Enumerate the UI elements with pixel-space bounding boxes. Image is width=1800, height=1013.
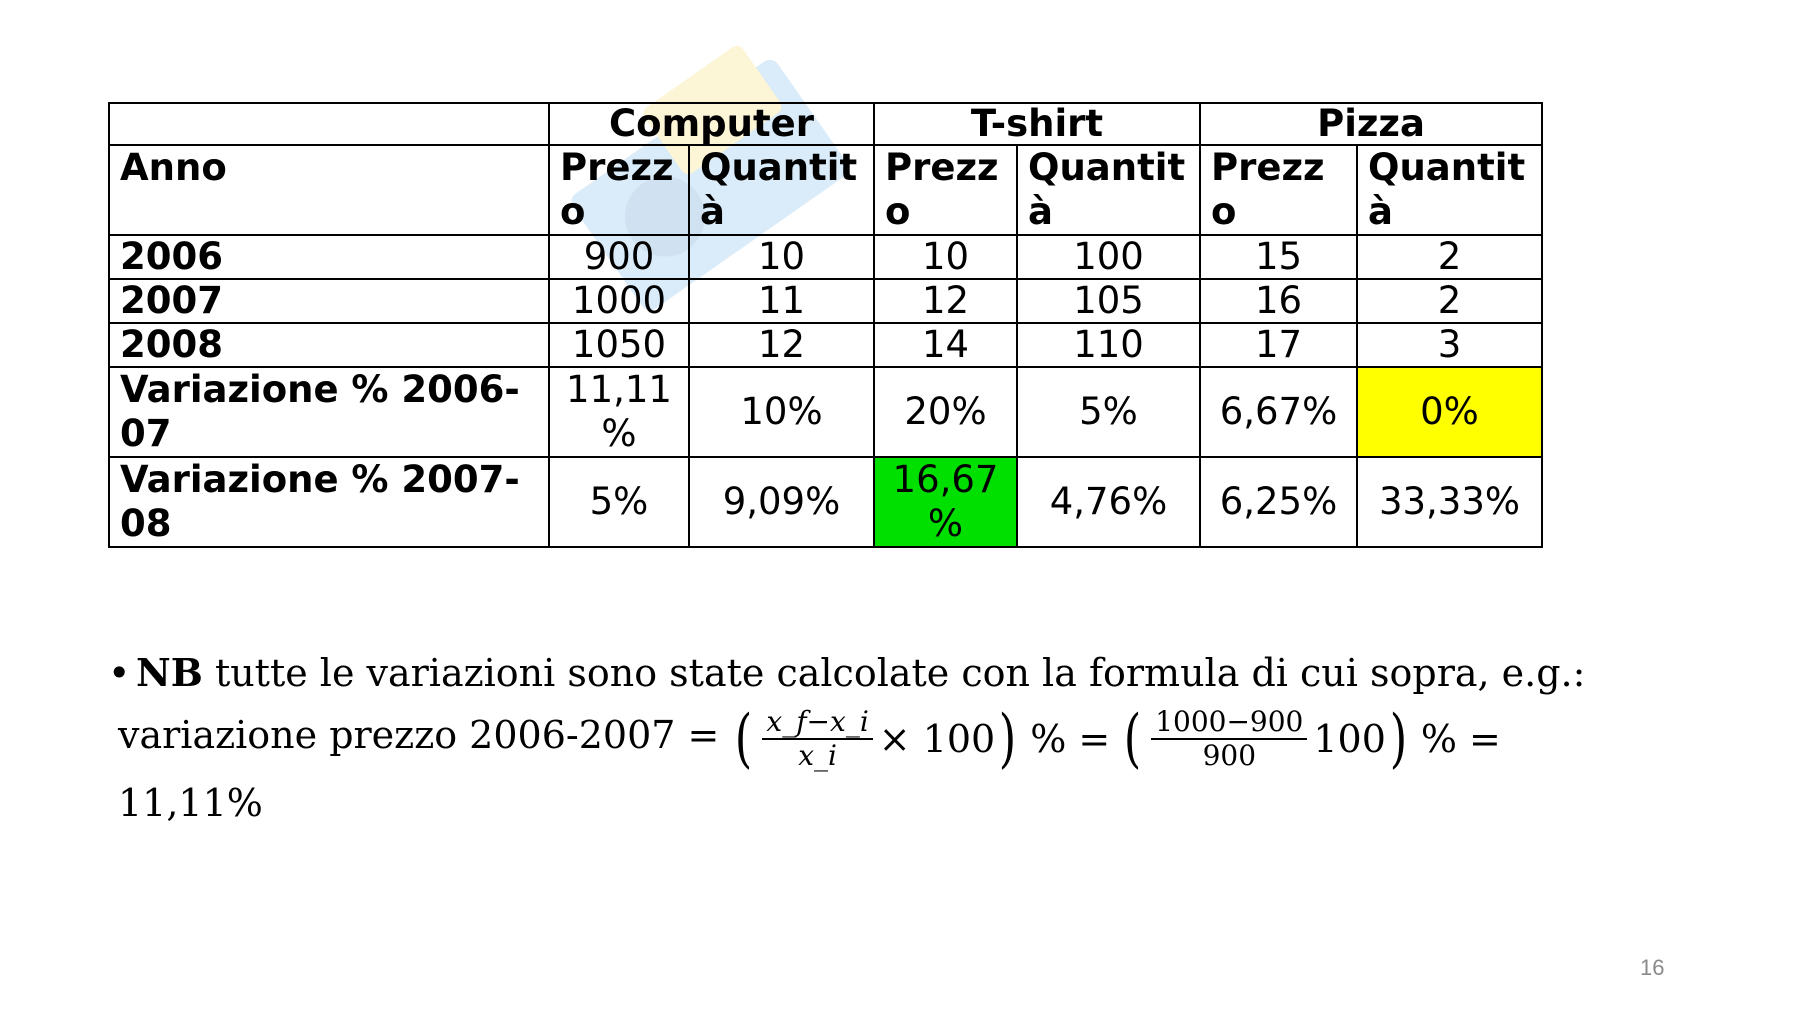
table-row <box>109 323 1542 367</box>
note-result: 11,11% <box>118 780 263 825</box>
table-cell: 20% <box>874 367 1017 457</box>
table-cell: 5% <box>549 457 689 547</box>
table-cell: 105 <box>1017 279 1200 323</box>
group-tshirt: T-shirt <box>874 103 1200 145</box>
note-line-1 <box>108 642 1598 704</box>
sub-header-cell: Quantit à <box>1017 145 1200 235</box>
table-cell: 10% <box>689 367 874 457</box>
times-hundred: × 100 <box>878 716 996 761</box>
row-label: 2006 <box>109 235 549 279</box>
table-cell: 6,25% <box>1200 457 1357 547</box>
table-cell: 14 <box>874 323 1017 367</box>
highlighted-cell-green: 16,67 % <box>874 457 1017 547</box>
fraction-1-denominator: x_i <box>798 738 837 772</box>
table-cell: 100 <box>1017 235 1200 279</box>
bullet: • <box>108 651 131 695</box>
sub-header-cell: Prezz o <box>549 145 689 235</box>
note-text-1: tutte le variazioni sono state calcolate con la formula di cui sopra, e.g.: <box>202 651 1586 695</box>
table-cell: 900 <box>549 235 689 279</box>
row-label: Variazione % 2007-08 <box>109 457 549 547</box>
fraction-1-numerator: x_f−x_i <box>762 706 872 740</box>
table-cell: 11,11 % <box>549 367 689 457</box>
table-row <box>109 279 1542 323</box>
sub-header-cell: Quantit à <box>689 145 874 235</box>
table-cell: 10 <box>874 235 1017 279</box>
note-text-2: variazione prezzo 2006-2007 = <box>118 713 720 757</box>
close-paren: ) <box>1389 701 1408 776</box>
table-cell: 2 <box>1357 235 1542 279</box>
fraction-2-numerator: 1000−900 <box>1151 706 1307 740</box>
fraction-2-denominator: 900 <box>1202 738 1257 772</box>
table-cell: 33,33% <box>1357 457 1542 547</box>
sub-header-row <box>109 145 1542 235</box>
hundred: 100 <box>1313 716 1386 761</box>
corner-cell <box>109 103 549 145</box>
table-cell: 3 <box>1357 323 1542 367</box>
sub-header-cell: Prezz o <box>1200 145 1357 235</box>
open-paren: ( <box>1123 701 1142 776</box>
note-line-2 <box>118 701 1598 776</box>
table-cell: 12 <box>874 279 1017 323</box>
table-cell: 16 <box>1200 279 1357 323</box>
table-cell: 4,76% <box>1017 457 1200 547</box>
table-cell: 9,09% <box>689 457 874 547</box>
group-computer: Computer <box>549 103 874 145</box>
table-row <box>109 235 1542 279</box>
highlighted-cell-yellow: 0% <box>1357 367 1542 457</box>
table-cell: 10 <box>689 235 874 279</box>
note-bold: NB <box>136 650 203 695</box>
note-line-3 <box>118 772 1598 834</box>
percent-equals: % = <box>1030 716 1111 761</box>
close-paren: ) <box>998 701 1017 776</box>
fraction-2 <box>1151 706 1307 772</box>
sub-header-cell: Quantit à <box>1357 145 1542 235</box>
data-table <box>108 102 1543 548</box>
group-header-row <box>109 103 1542 145</box>
page-number: 16 <box>1640 955 1665 980</box>
table-row <box>109 457 1542 547</box>
table-cell: 12 <box>689 323 874 367</box>
table-cell: 1050 <box>549 323 689 367</box>
percent-equals: % = <box>1420 716 1501 761</box>
table-cell: 15 <box>1200 235 1357 279</box>
table-cell: 110 <box>1017 323 1200 367</box>
formula <box>731 701 1501 776</box>
table-cell: 11 <box>689 279 874 323</box>
row-label-header: Anno <box>109 145 549 235</box>
table-cell: 1000 <box>549 279 689 323</box>
table-row <box>109 367 1542 457</box>
fraction-1 <box>762 706 872 772</box>
group-pizza: Pizza <box>1200 103 1542 145</box>
sub-header-cell: Prezz o <box>874 145 1017 235</box>
table-cell: 6,67% <box>1200 367 1357 457</box>
row-label: 2007 <box>109 279 549 323</box>
row-label: 2008 <box>109 323 549 367</box>
row-label: Variazione % 2006-07 <box>109 367 549 457</box>
table-cell: 17 <box>1200 323 1357 367</box>
table-cell: 2 <box>1357 279 1542 323</box>
note-text <box>108 642 1598 834</box>
table-cell: 5% <box>1017 367 1200 457</box>
open-paren: ( <box>735 701 753 776</box>
